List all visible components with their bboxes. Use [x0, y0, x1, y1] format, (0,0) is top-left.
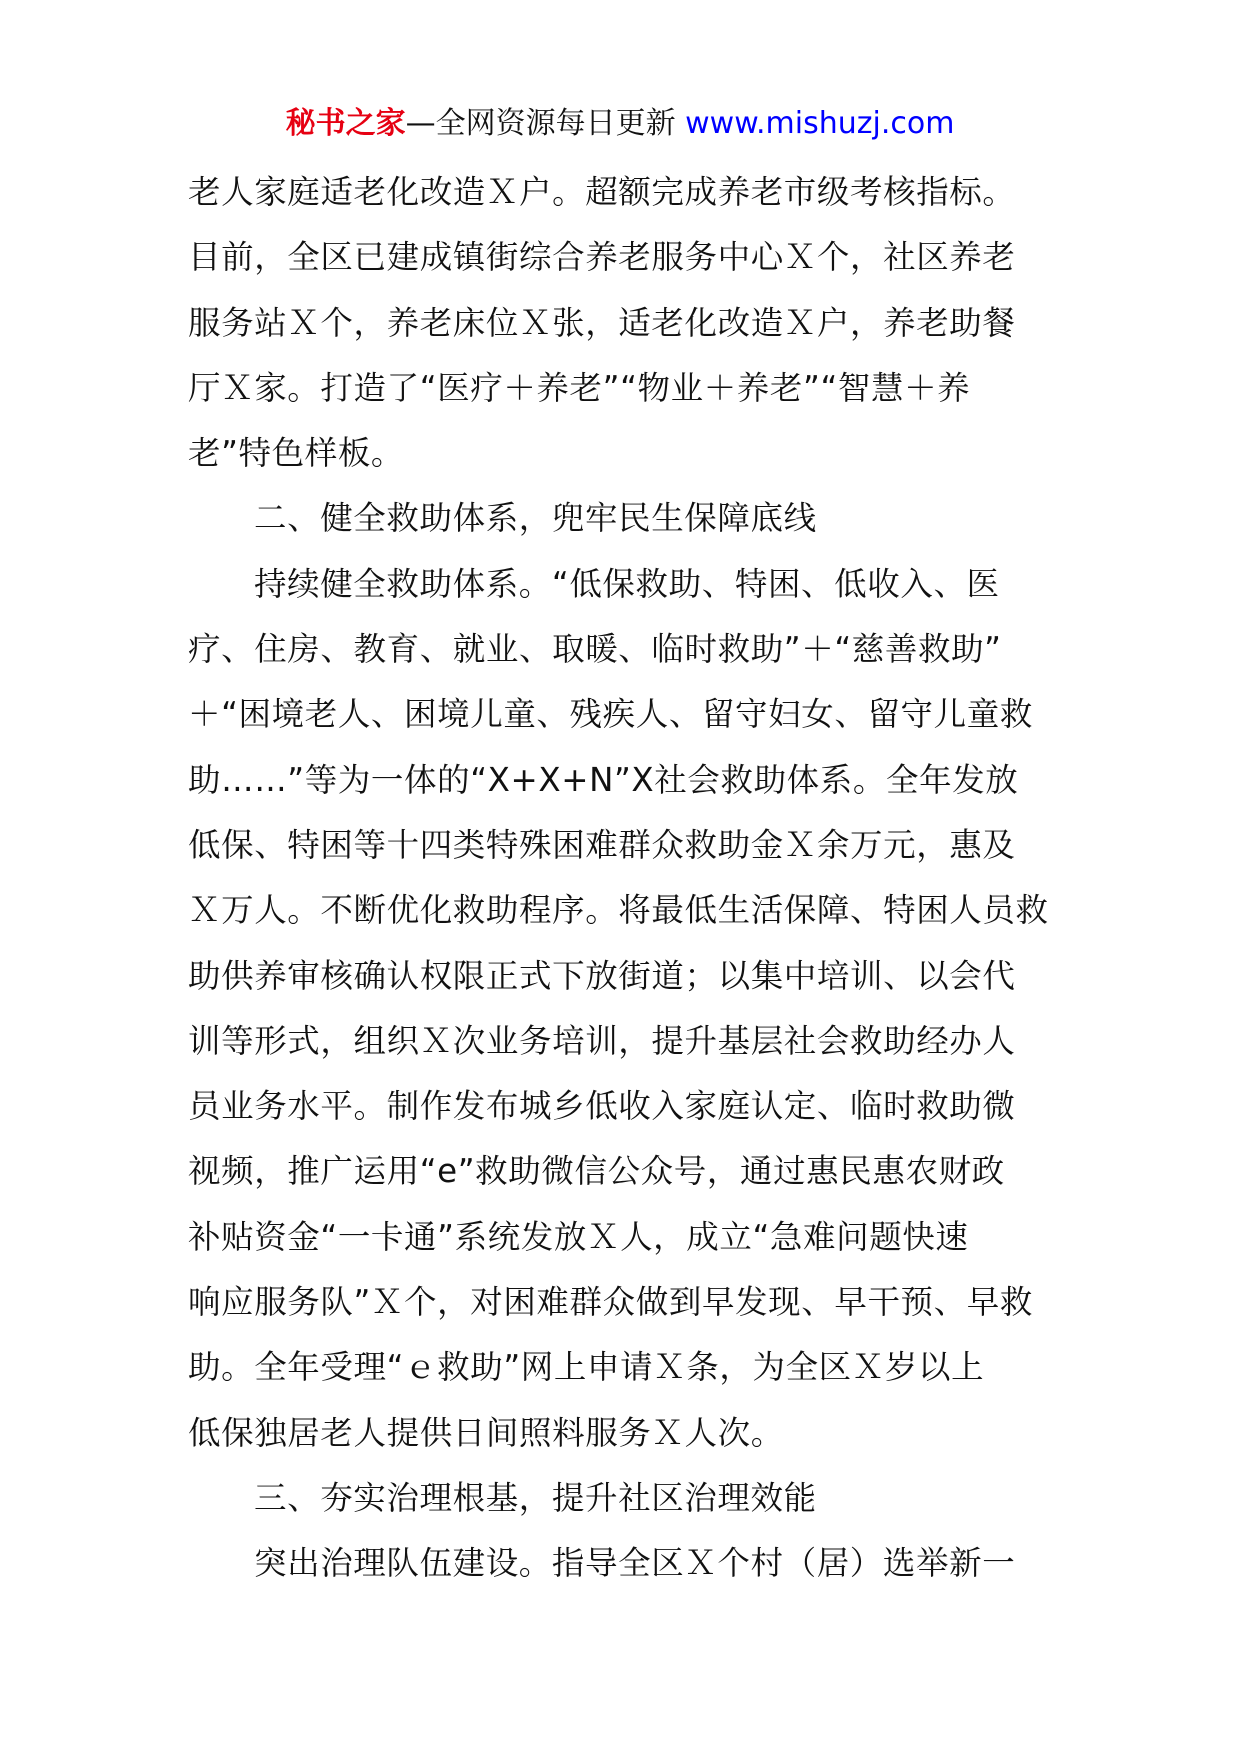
text-line: 补贴资金“一卡通”系统发放Ｘ人，成立“急难问题快速: [188, 1217, 969, 1256]
text-line: 厅Ｘ家。打造了“医疗＋养老”“物业＋养老”“智慧＋养: [188, 368, 971, 407]
text-line: 老人家庭适老化改造Ｘ户。超额完成养老市级考核指标。: [188, 173, 1016, 211]
text-line: 低保独居老人提供日间照料服务Ｘ人次。: [188, 1413, 784, 1452]
site-url-link[interactable]: www.mishuzj.com: [685, 106, 955, 141]
text-line: 突出治理队伍建设。指导全区Ｘ个村（居）选举新一: [254, 1544, 1016, 1583]
text-line: 助供养审核确认权限正式下放街道；以集中培训、以会代: [188, 956, 1016, 995]
text-line: Ｘ万人。不断优化救助程序。将最低生活保障、特困人员救: [188, 891, 1049, 930]
text-line: 训等形式，组织Ｘ次业务培训，提升基层社会救助经办人: [188, 1021, 1016, 1060]
document-body: [188, 160, 1060, 1597]
site-header: [0, 104, 1240, 144]
text-line: 低保、特困等十四类特殊困难群众救助金Ｘ余万元，惠及: [188, 825, 1016, 864]
text-line: 助……”等为一体的“X+X+N”X社会救助体系。全年发放: [188, 760, 1019, 799]
text-line: 视频，推广运用“e”救助微信公众号，通过惠民惠农财政: [188, 1152, 1005, 1191]
text-line: 助。全年受理“ｅ救助”网上申请Ｘ条，为全区Ｘ岁以上: [188, 1348, 985, 1387]
site-brand: 秘书之家: [285, 106, 406, 141]
text-line: 三、夯实治理根基，提升社区治理效能: [254, 1478, 817, 1517]
text-line: 持续健全救助体系。“低保救助、特困、低收入、医: [254, 564, 1000, 603]
text-line: ＋“困境老人、困境儿童、残疾人、留守妇女、留守儿童救: [188, 695, 1033, 734]
text-line: 疗、住房、教育、就业、取暖、临时救助”＋“慈善救助”: [188, 630, 1002, 669]
site-tagline: —全网资源每日更新: [405, 106, 676, 141]
text-line: 员业务水平。制作发布城乡低收入家庭认定、临时救助微: [188, 1087, 1016, 1126]
text-line: 二、健全救助体系，兜牢民生保障底线: [254, 499, 817, 538]
text-line: 服务站Ｘ个，养老床位Ｘ张，适老化改造Ｘ户，养老助餐: [188, 303, 1016, 342]
text-line: 目前，全区已建成镇街综合养老服务中心Ｘ个，社区养老: [188, 238, 1016, 277]
text-line: 响应服务队”Ｘ个，对困难群众做到早发现、早干预、早救: [188, 1283, 1033, 1322]
text-line: 老”特色样板。: [188, 434, 405, 473]
